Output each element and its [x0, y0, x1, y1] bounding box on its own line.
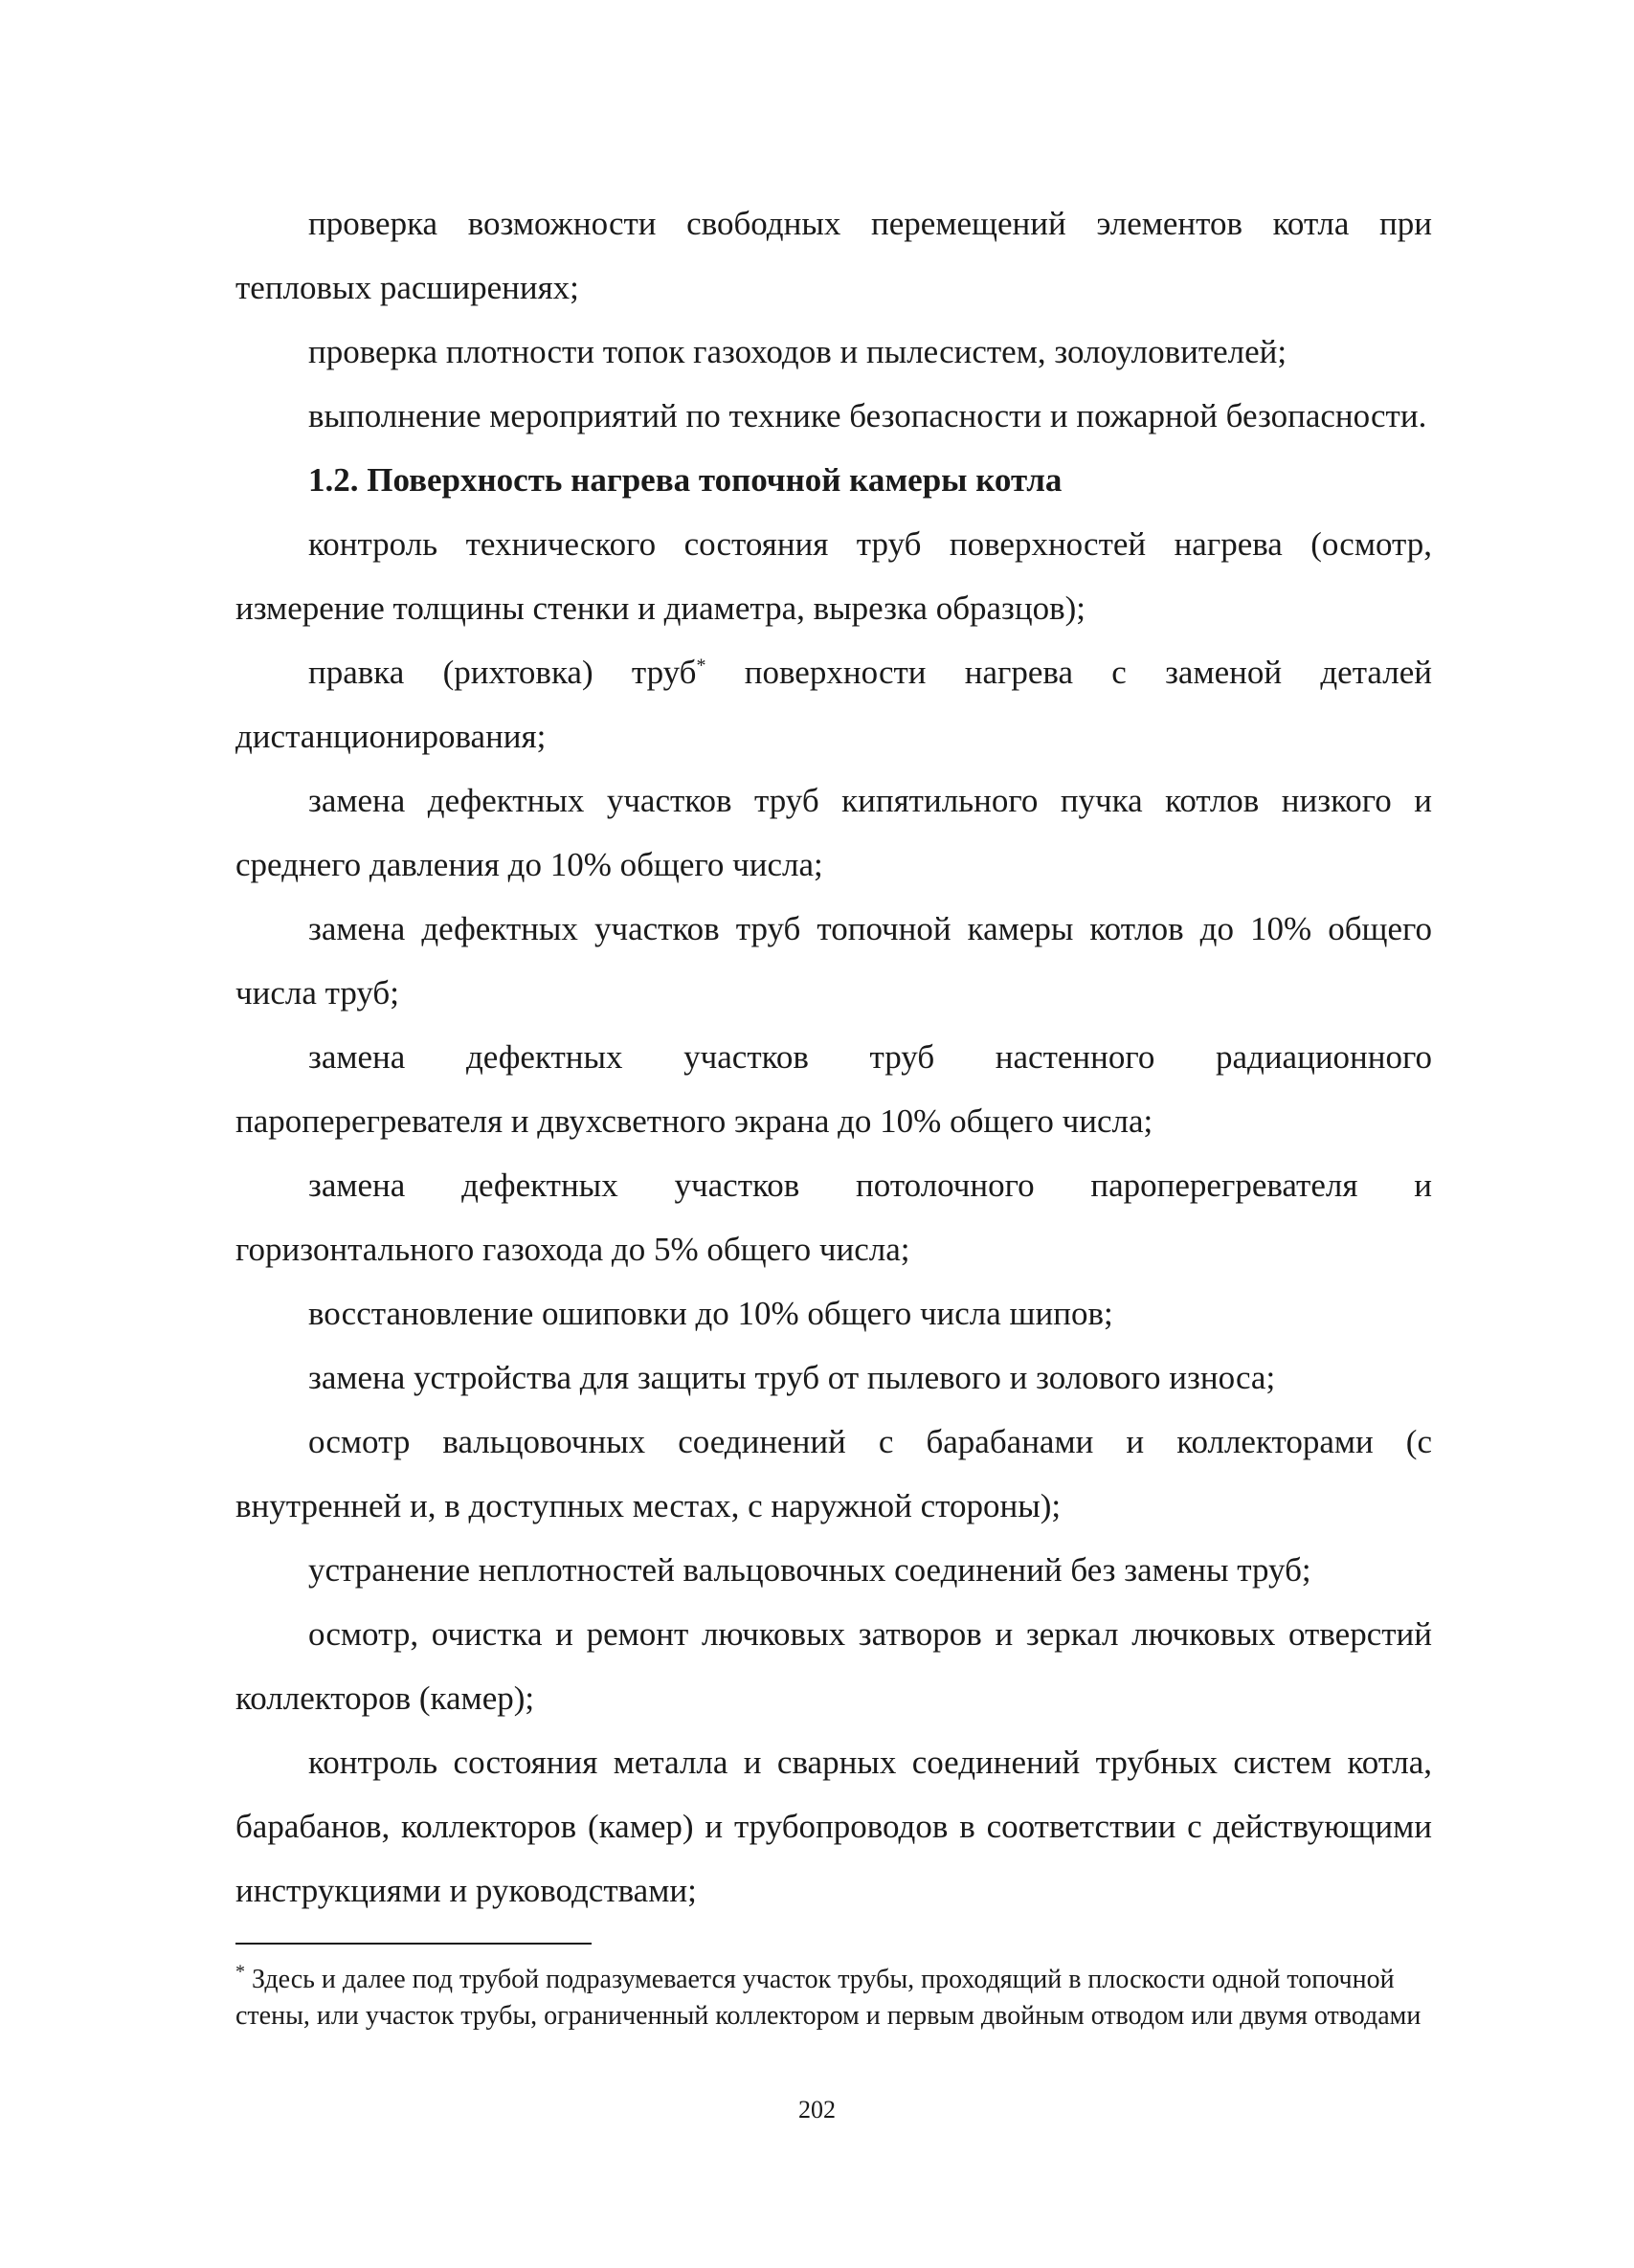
paragraph-tightness-check: проверка плотности топок газоходов и пылесистем, золоуловителей; — [308, 333, 1287, 370]
paragraph-studding-restoration: восстановление ошиповки до 10% общего числа шипов; — [308, 1295, 1113, 1332]
page-number: 202 — [798, 2096, 836, 2123]
paragraph-tube-straightening — [235, 640, 1432, 768]
paragraph-tube-condition-control: контроль технического состояния труб поверхностей нагрева (осмотр, измерение толщины стенки и диаметра, вырезка образцов); — [235, 525, 1432, 627]
paragraph-boiling-bundle-replacement: замена дефектных участков труб кипятильного пучка котлов низкого и среднего давления до 10% общего числа; — [235, 782, 1432, 883]
paragraph-wear-protection-replacement: замена устройства для защиты труб от пылевого и золового износа; — [308, 1359, 1276, 1396]
paragraph-rolled-joints-repair: устранение неплотностей вальцовочных соединений без замены труб; — [308, 1551, 1311, 1589]
footnote — [235, 1962, 1432, 2035]
paragraph-metal-condition-control: контроль состояния металла и сварных соединений трубных систем котла, барабанов, коллекторов (камер) и трубопроводов в соответствии с действующими инструкциями и руководствами; — [235, 1744, 1432, 1909]
footnote-mark: * — [235, 1961, 245, 1983]
footnote-text: Здесь и далее под трубой подразумевается участок трубы, проходящий в плоскости одной топочной стены, или участок трубы, ограниченный коллектором и первым двойным отводом или двумя отводами — [235, 1965, 1421, 2031]
paragraph-thermal-expansion: проверка возможности свободных перемещений элементов котла при тепловых расширениях; — [235, 205, 1432, 306]
page-body — [235, 191, 1432, 1923]
footnote-reference-mark: * — [696, 655, 706, 677]
paragraph-safety-measures: выполнение мероприятий по технике безопасности и пожарной безопасности. — [308, 397, 1427, 434]
paragraph-rolled-joints-inspection: осмотр вальцовочных соединений с барабанами и коллекторами (с внутренней и, в доступных местах, с наружной стороны); — [235, 1423, 1432, 1524]
footnote-divider — [235, 1943, 592, 1945]
paragraph-hatch-repair: осмотр, очистка и ремонт лючковых затворов и зеркал лючковых отверстий коллекторов (камер); — [235, 1615, 1432, 1717]
straightening-text-start: правка (рихтовка) труб — [308, 654, 697, 691]
straightening-text-end: поверхности нагрева с заменой деталей дистанционирования; — [235, 654, 1432, 755]
section-heading: 1.2. Поверхность нагрева топочной камеры котла — [308, 461, 1063, 499]
paragraph-radiant-superheater-replacement: замена дефектных участков труб настенного радиационного пароперегревателя и двухсветного экрана до 10% общего числа; — [235, 1038, 1432, 1140]
paragraph-ceiling-superheater-replacement: замена дефектных участков потолочного пароперегревателя и горизонтального газохода до 5% общего числа; — [235, 1167, 1432, 1268]
paragraph-furnace-tube-replacement: замена дефектных участков труб топочной камеры котлов до 10% общего числа труб; — [235, 910, 1432, 1012]
